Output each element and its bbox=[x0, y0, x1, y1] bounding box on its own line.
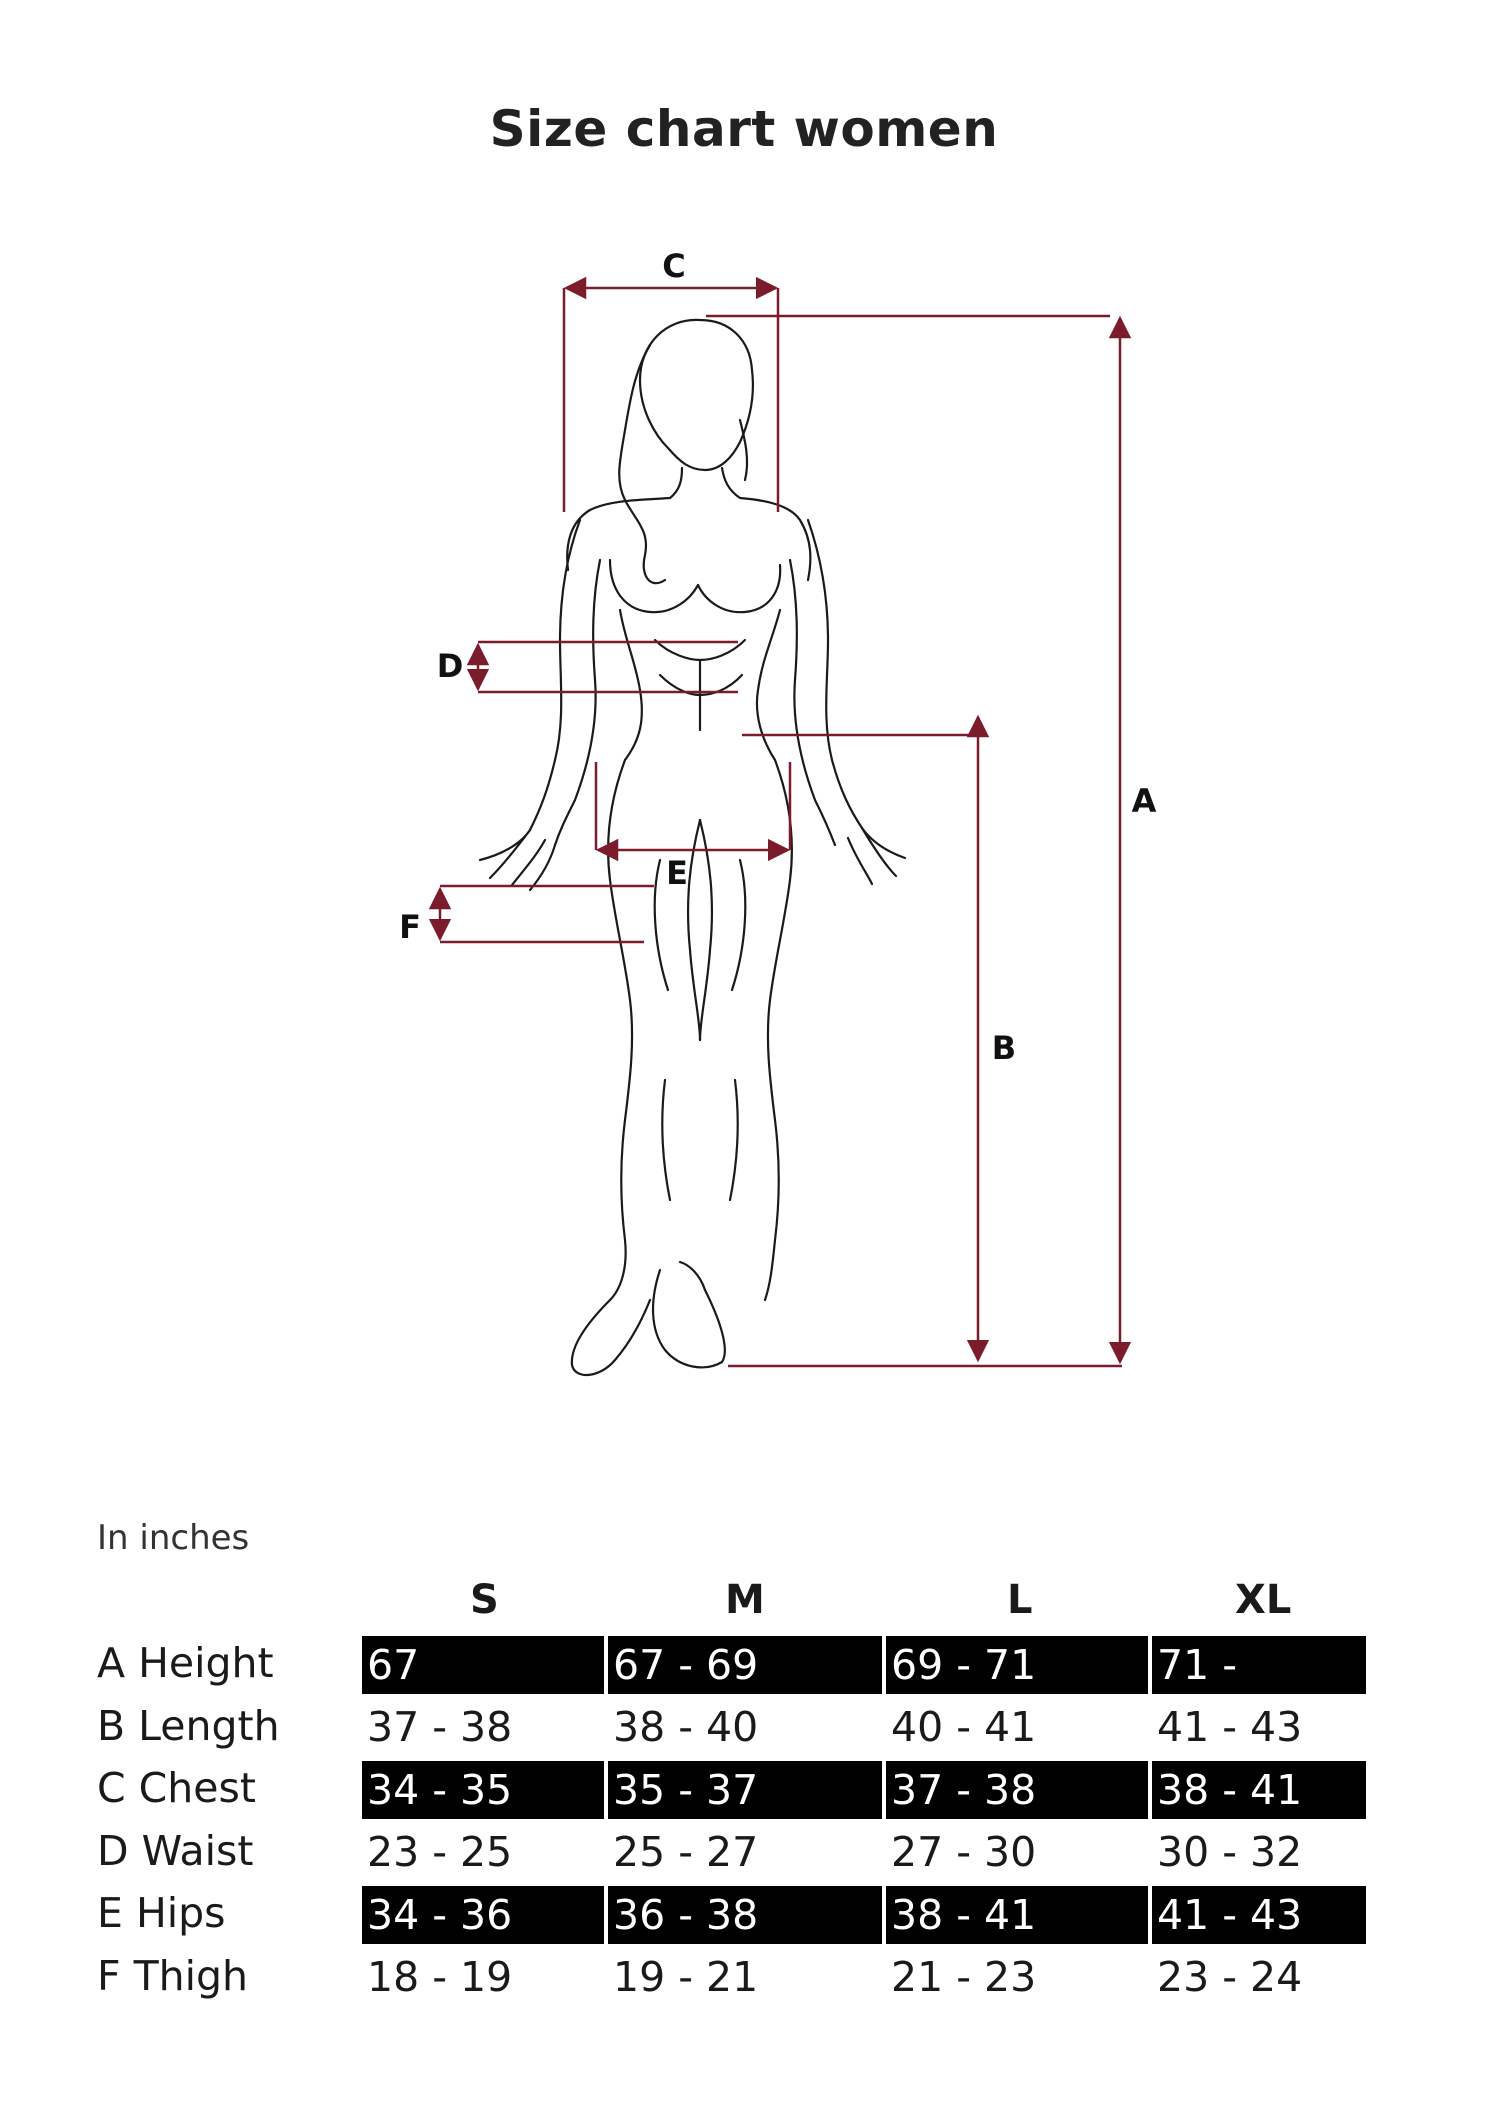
row-label-height: A Height bbox=[97, 1639, 274, 1687]
row-label-waist: D Waist bbox=[97, 1827, 254, 1875]
table-cell: 34 - 36 bbox=[362, 1886, 604, 1944]
table-cell: 25 - 27 bbox=[613, 1828, 759, 1876]
table-cell: 36 - 38 bbox=[608, 1886, 882, 1944]
table-cell: 27 - 30 bbox=[891, 1828, 1037, 1876]
label-c: C bbox=[662, 247, 686, 285]
table-cell: 71 - bbox=[1152, 1636, 1366, 1694]
table-cell: 23 - 25 bbox=[367, 1828, 513, 1876]
row-label-chest: C Chest bbox=[97, 1764, 256, 1812]
table-cell: 37 - 38 bbox=[367, 1703, 513, 1751]
table-cell: 38 - 41 bbox=[1152, 1761, 1366, 1819]
table-cell: 67 - 69 bbox=[608, 1636, 882, 1694]
column-header-s: S bbox=[470, 1577, 499, 1623]
row-label-length: B Length bbox=[97, 1702, 280, 1750]
column-header-m: M bbox=[725, 1577, 765, 1623]
label-a: A bbox=[1131, 782, 1157, 820]
woman-figure-outline bbox=[480, 320, 905, 1375]
table-cell: 38 - 40 bbox=[613, 1703, 759, 1751]
row-label-hips: E Hips bbox=[97, 1889, 226, 1937]
table-cell: 67 bbox=[362, 1636, 604, 1694]
table-cell: 35 - 37 bbox=[608, 1761, 882, 1819]
page-title: Size chart women bbox=[489, 100, 999, 158]
table-cell: 23 - 24 bbox=[1157, 1953, 1303, 2001]
table-cell: 41 - 43 bbox=[1157, 1703, 1303, 1751]
table-cell: 18 - 19 bbox=[367, 1953, 513, 2001]
measurement-lines bbox=[440, 288, 1122, 1366]
table-cell: 30 - 32 bbox=[1157, 1828, 1303, 1876]
table-cell: 38 - 41 bbox=[886, 1886, 1148, 1944]
table-cell: 69 - 71 bbox=[886, 1636, 1148, 1694]
table-cell: 19 - 21 bbox=[613, 1953, 759, 2001]
table-cell: 40 - 41 bbox=[891, 1703, 1037, 1751]
table-cell: 41 - 43 bbox=[1152, 1886, 1366, 1944]
table-cell: 37 - 38 bbox=[886, 1761, 1148, 1819]
label-d: D bbox=[436, 647, 464, 685]
label-b: B bbox=[991, 1029, 1017, 1067]
units-label: In inches bbox=[97, 1518, 250, 1558]
column-header-xl: XL bbox=[1235, 1577, 1292, 1623]
table-cell: 34 - 35 bbox=[362, 1761, 604, 1819]
table-cell: 21 - 23 bbox=[891, 1953, 1037, 2001]
column-header-l: L bbox=[1007, 1577, 1033, 1623]
label-e: E bbox=[666, 854, 688, 892]
row-label-thigh: F Thigh bbox=[97, 1952, 249, 2000]
label-f: F bbox=[399, 908, 421, 946]
